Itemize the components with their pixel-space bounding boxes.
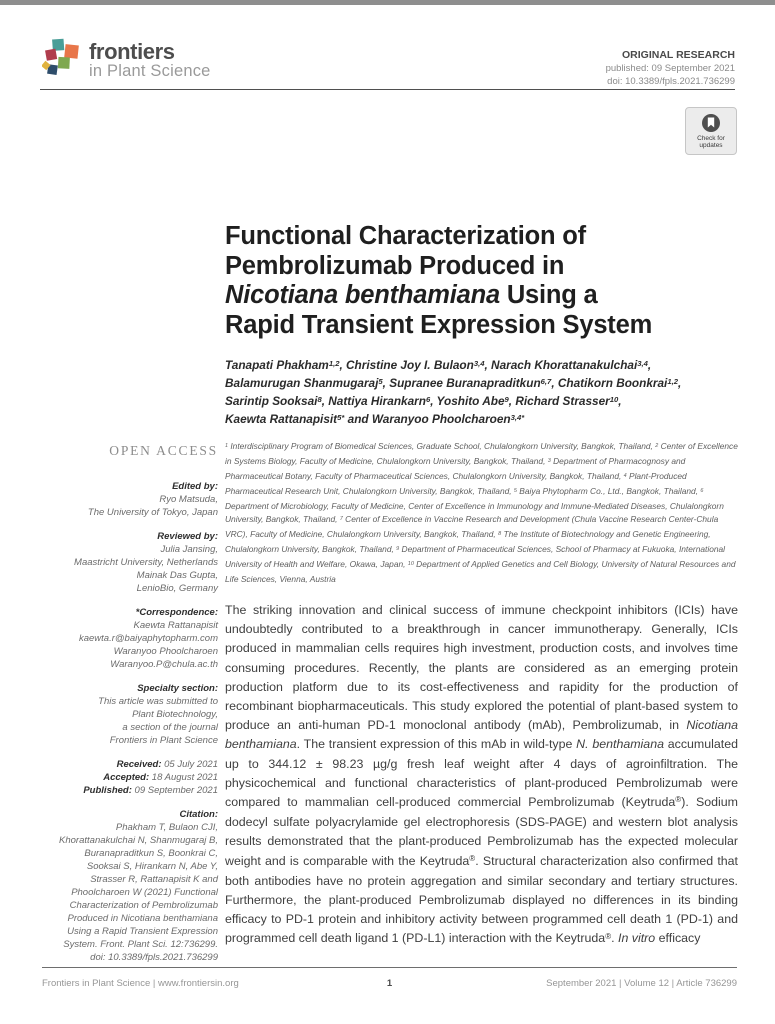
- sidebar-section: [30, 480, 218, 519]
- text-segment: The Institute of Biotechnology and Genetic Engineering, Chulalongkorn University, Bangkok, Thailand,: [225, 529, 711, 554]
- text-segment: , Supranee Buranapraditkun: [382, 376, 541, 390]
- sidebar-section: [30, 808, 218, 964]
- sidebar-text-line: [30, 873, 218, 886]
- superscript: 6,7: [540, 376, 552, 386]
- text-segment: , Nattiya Hirankarn: [321, 394, 426, 408]
- author-list: [225, 357, 738, 429]
- text-segment: Produced in Nicotiana benthamiana: [67, 913, 218, 924]
- sidebar-section: [30, 530, 218, 595]
- check-for-updates-badge[interactable]: [685, 107, 737, 155]
- abstract-text: [225, 601, 738, 950]
- superscript: 8: [317, 394, 322, 404]
- text-segment: Characterization of Pembrolizumab: [69, 900, 218, 911]
- check-updates-label-line2: updates: [699, 142, 723, 149]
- open-access-label: OPEN ACCESS: [109, 443, 218, 458]
- footer-journal-url: Frontiers in Plant Science | www.frontiersin.org: [42, 978, 239, 989]
- superscript: 1,2: [328, 358, 340, 368]
- text-segment: Department of Pharmaceutical Sciences, School of Pharmacy at Fukuoka, International University of Health and Welfare, Okawa, Japan,: [225, 544, 726, 569]
- superscript: 10: [407, 560, 414, 567]
- sidebar-text-line: [30, 925, 218, 938]
- text-segment: Waranyoo.P@chula.ac.th: [110, 659, 218, 670]
- superscript: ®: [469, 854, 476, 864]
- text-segment: Baiya Phytopharm Co., Ltd., Bangkok, Thailand,: [516, 486, 701, 496]
- sidebar-text-line: [30, 821, 218, 834]
- crossmark-bookmark-icon: [701, 113, 721, 133]
- text-segment: Using a: [499, 281, 598, 309]
- text-segment: 09 September 2021: [131, 785, 218, 796]
- text-segment: Buranapraditkun S, Boonkrai C,: [84, 848, 218, 859]
- sidebar-section-label: Edited by:: [172, 481, 218, 492]
- text-segment: Rapid Transient Expression System: [225, 310, 653, 339]
- text-segment: Published:: [83, 785, 132, 796]
- sidebar-text-line: [30, 912, 218, 925]
- sidebar-sections: [30, 480, 218, 964]
- text-segment: Phakham T, Bulaon CJI,: [115, 822, 218, 833]
- doi-line: doi: 10.3389/fpls.2021.736299: [607, 76, 735, 87]
- text-segment: , Chatikorn Boonkrai: [551, 376, 668, 390]
- text-segment: Kaewta Rattanapisit: [133, 620, 218, 631]
- sidebar-text-line: [30, 771, 218, 784]
- text-segment: , Yoshito Abe: [430, 394, 505, 408]
- text-segment: and Waranyoo Phoolcharoen: [344, 412, 511, 426]
- sidebar-text-line: [30, 886, 218, 899]
- sidebar-text-line: [30, 758, 218, 771]
- text-segment: Accepted:: [103, 772, 150, 783]
- sidebar-text-line: [30, 695, 218, 708]
- article-metadata-sidebar: [30, 443, 218, 975]
- text-segment: Nicotiana benthamiana: [225, 718, 738, 752]
- superscript: 10: [609, 394, 619, 404]
- text-line: [225, 222, 738, 252]
- text-segment: a section of the journal: [122, 722, 218, 733]
- sidebar-section-label: Reviewed by:: [157, 531, 218, 542]
- superscript: 3,4: [637, 358, 648, 368]
- text-segment: N. benthamiana: [576, 737, 664, 752]
- sidebar-text-line: [30, 721, 218, 734]
- text-segment: . The transient expression of this mAb in wild-type: [296, 737, 577, 752]
- text-segment: System. Front. Plant Sci. 12:736299.: [63, 939, 218, 950]
- check-updates-label: [697, 135, 725, 150]
- text-line: [225, 311, 738, 341]
- text-segment: kaewta.r@baiyaphytopharm.com: [78, 633, 218, 644]
- sidebar-section: [30, 758, 218, 797]
- sidebar-section: [30, 682, 218, 747]
- sidebar-text-line: [30, 493, 218, 506]
- text-segment: Interdisciplinary Program of Biomedical Sciences, Graduate School, Chulalongkorn University, Bangkok, Thailand,: [228, 441, 656, 451]
- journal-logo-text: [89, 38, 211, 81]
- text-segment: Plant Biotechnology,: [132, 709, 218, 720]
- superscript: 3: [547, 457, 551, 464]
- sidebar-section-label: Specialty section:: [137, 683, 218, 694]
- sidebar-text-line: [30, 645, 218, 658]
- frontiers-logo: [42, 38, 211, 84]
- text-segment: , Richard Strasser: [508, 394, 610, 408]
- sidebar-text-line: [30, 734, 218, 747]
- published-date: published: 09 September 2021: [605, 63, 735, 74]
- text-segment: accumulated up to 344.12 ± 98.23 µg/g fresh leaf weight after 4 days of agroinfiltration. The physicochemical and functional characteristics of plant-produced Pembrolizumab were compared to mammalian cell-produced commercial Pembrolizumab (Keytruda: [225, 737, 739, 810]
- text-segment: Functional Characterization of: [225, 222, 586, 250]
- text-segment: 18 August 2021: [149, 772, 218, 783]
- article-type-label: ORIGINAL RESEARCH: [622, 49, 735, 61]
- sidebar-text-line: [30, 569, 218, 582]
- text-segment: Department of Microbiology, Faculty of Medicine, Center of Excellence in Immunology and Immune-Mediated Diseases, Chulalongkorn University, Bangkok, Thailand,: [225, 501, 724, 524]
- text-segment: Ryo Matsuda,: [159, 494, 218, 505]
- text-line: [225, 281, 738, 311]
- article-main-column: [225, 222, 738, 950]
- text-line: [225, 375, 738, 393]
- text-segment: Center of Excellence in Systems Biology, Faculty of Medicine, Chulalongkorn University, Bangkok, Thailand,: [225, 441, 738, 466]
- superscript: 6: [425, 394, 431, 404]
- text-segment: Department of Pharmacognosy and Pharmaceutical Botany, Faculty of Pharmaceutical Sciences, Chulalongkorn University, Bangkok, Thailand,: [225, 456, 686, 481]
- text-segment: Frontiers in Plant Science: [109, 735, 218, 746]
- text-segment: ,: [618, 394, 622, 408]
- text-segment: Julia Jansing,: [160, 544, 218, 555]
- sidebar-text-line: [30, 708, 218, 721]
- text-segment: . Structural characterization also confirmed that both antibodies have no protein aggregation and similar secondary and tertiary structures. Furthermore, the plant-produced Pembrolizumab displayed no differences in its binding efficacy to PD-1 protein and inhibitory activity between programmed cell death 1 (PD-1) and programmed cell death ligand 1 (PD-L1) interaction with the Keytruda: [225, 853, 738, 946]
- superscript: 3,4*: [510, 412, 525, 422]
- frontiers-cubes-icon: [42, 38, 82, 84]
- text-segment: Department of Applied Genetics and Cell Biology, University of Natural Resources and Life Sciences, Vienna, Austria: [225, 559, 736, 584]
- sidebar-text-line: [30, 847, 218, 860]
- affiliations-block: [225, 440, 738, 586]
- text-segment: LenioBio, Germany: [136, 583, 218, 594]
- text-segment: Center of Excellence in Vaccine Research and Development (Chula Vaccine Research Center-Chula VRC), Faculty of Medicine, Chulalongkorn University, Bangkok, Thailand,: [225, 514, 719, 539]
- check-updates-label-line1: Check for: [697, 134, 725, 142]
- text-segment: , Narach Khorattanakulchai: [484, 358, 638, 372]
- sidebar-text-line: [30, 632, 218, 645]
- footer-issue-info: September 2021 | Volume 12 | Article 736299: [546, 978, 737, 989]
- text-segment: Nicotiana benthamiana: [225, 281, 500, 309]
- text-segment: Using a Rapid Transient Expression: [67, 926, 218, 937]
- article-title: [225, 222, 738, 340]
- sidebar-section-label: *Correspondence:: [135, 607, 218, 618]
- text-segment: Sooksai S, Hirankarn N, Abe Y,: [86, 861, 218, 872]
- logo-brand-name: frontiers: [89, 39, 175, 64]
- superscript: 1: [225, 442, 229, 449]
- header-publication-info: [606, 49, 735, 88]
- text-segment: This article was submitted to: [98, 696, 218, 707]
- text-segment: .: [611, 931, 619, 946]
- text-segment: Received:: [116, 759, 162, 770]
- logo-journal-name: in Plant Science: [89, 62, 211, 80]
- text-segment: efficacy: [655, 931, 701, 946]
- sidebar-section-label: Citation:: [179, 809, 218, 820]
- window-top-edge: [0, 0, 775, 5]
- text-segment: doi: 10.3389/fpls.2021.736299: [90, 952, 218, 963]
- text-segment: Pembrolizumab Produced in: [225, 251, 565, 280]
- sidebar-text-line: [30, 543, 218, 556]
- text-segment: The University of Tokyo, Japan: [87, 507, 218, 518]
- sidebar-text-line: [30, 658, 218, 671]
- superscript: 5: [513, 487, 517, 494]
- sidebar-text-line: [30, 506, 218, 519]
- text-segment: Maastricht University, Netherlands: [74, 557, 218, 568]
- text-segment: Strasser R, Rattanapisit K and: [90, 874, 218, 885]
- text-segment: ,: [647, 358, 652, 372]
- sidebar-text-line: [30, 556, 218, 569]
- superscript: 4: [623, 472, 627, 479]
- superscript: 9: [504, 394, 509, 404]
- sidebar-section: [30, 606, 218, 671]
- sidebar-text-line: [30, 899, 218, 912]
- sidebar-text-line: [30, 938, 218, 951]
- text-segment: Khorattanakulchai N, Shanmugaraj B,: [59, 835, 218, 846]
- text-segment: ). Sodium dodecyl sulfate polyacrylamide gel electrophoresis (SDS-PAGE) and western blot analysis results demonstrated that the plant-produced Pembrolizumab has the expected molecular weight and is comparable with the Keytruda: [225, 795, 738, 868]
- text-segment: Tanapati Phakham: [225, 358, 329, 372]
- superscript: 8: [498, 530, 502, 537]
- text-line: [225, 411, 738, 429]
- text-segment: ,: [678, 376, 682, 390]
- header-divider: [40, 89, 735, 90]
- superscript: 6: [700, 487, 704, 494]
- superscript: ®: [675, 795, 682, 805]
- text-segment: , Christine Joy I. Bulaon: [339, 358, 474, 372]
- superscript: 9: [396, 545, 400, 552]
- page-number: 1: [386, 978, 393, 989]
- text-segment: In vitro: [618, 931, 656, 946]
- sidebar-text-line: [30, 582, 218, 595]
- text-segment: The striking innovation and clinical success of immune checkpoint inhibitors (ICIs) have undoubtedly contributed to a breakthrough in cancer immunotherapy. Generally, ICIs produced in mammalian cells requires high investment, production costs, and involves time consuming procedures. Recently, the plants are considered as an emerging protein production platform due to its cost-effectiveness and rapidity for the production of recombinant biopharmaceuticals. This study explored the potential of plant-based system to produce an anti-human PD-1 monoclonal antibody (mAb), Pembrolizumab, in: [225, 603, 738, 733]
- superscript: 2: [655, 442, 659, 449]
- text-line: [225, 357, 738, 375]
- text-segment: Sarintip Sooksai: [225, 394, 318, 408]
- superscript: 1,2: [667, 376, 678, 386]
- text-segment: Phoolcharoen W (2021) Functional: [71, 887, 218, 898]
- sidebar-text-line: [30, 860, 218, 873]
- superscript: 5: [378, 376, 383, 386]
- text-segment: Mainak Das Gupta,: [136, 570, 218, 581]
- text-segment: Waranyoo Phoolcharoen: [113, 646, 218, 657]
- text-segment: Plant-Produced Pharmaceutical Research Unit, Chulalongkorn University, Bangkok, Thailand,: [225, 471, 687, 496]
- superscript: ®: [605, 931, 612, 941]
- sidebar-text-line: [30, 619, 218, 632]
- superscript: 7: [339, 515, 343, 522]
- text-segment: Kaewta Rattanapisit: [225, 412, 338, 426]
- text-line: [225, 393, 738, 411]
- superscript: 3,4: [473, 358, 485, 368]
- text-line: [225, 252, 738, 282]
- text-segment: Balamurugan Shanmugaraj: [225, 376, 379, 390]
- footer-divider: [42, 967, 737, 968]
- text-segment: 05 July 2021: [161, 759, 218, 770]
- sidebar-text-line: [30, 784, 218, 797]
- superscript: 5*: [337, 412, 345, 422]
- sidebar-text-line: [30, 951, 218, 964]
- sidebar-text-line: [30, 834, 218, 847]
